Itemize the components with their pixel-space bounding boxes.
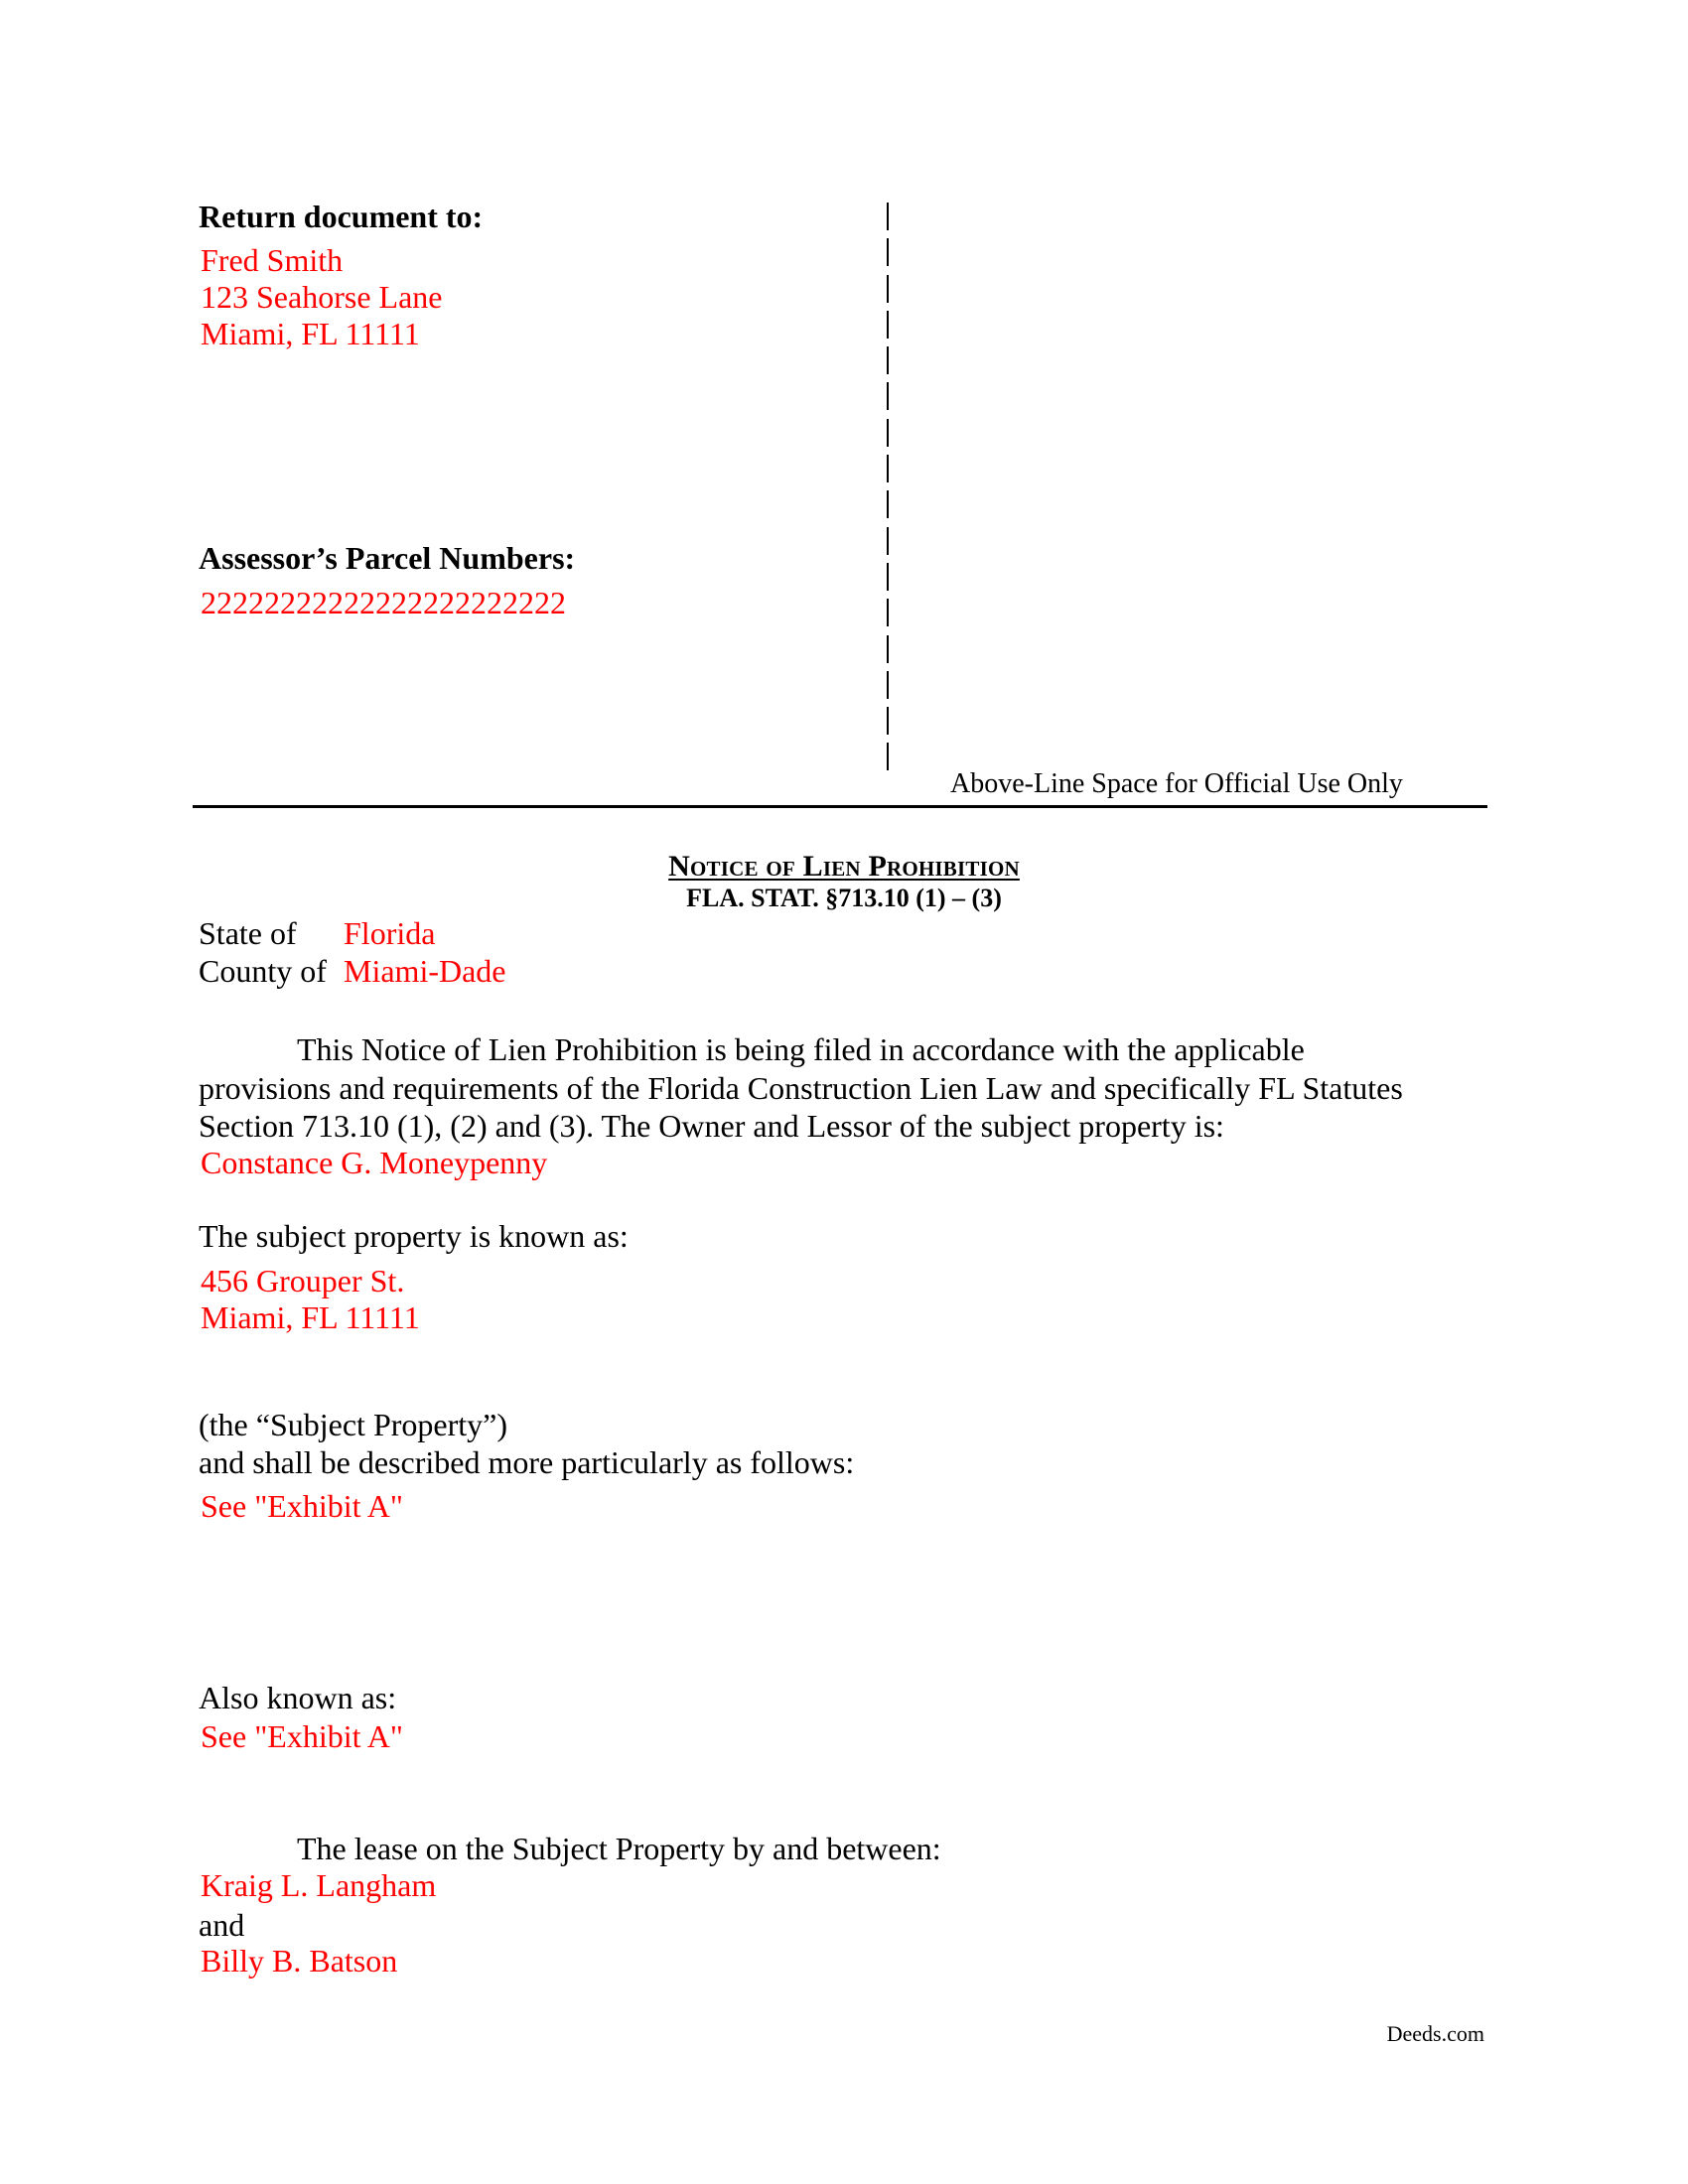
separator-bar	[887, 203, 889, 230]
property-address-line2: Miami, FL 11111	[201, 1299, 420, 1335]
intro-line: provisions and requirements of the Florida Construction Lien Law and specifically FL Statutes	[199, 1069, 1403, 1106]
return-address-line1: 123 Seahorse Lane	[201, 279, 443, 315]
return-address-line2: Miami, FL 11111	[201, 316, 420, 351]
separator-bar	[887, 455, 889, 482]
intro-line: This Notice of Lien Prohibition is being filed in accordance with the applicable	[297, 1031, 1305, 1067]
legal-description: See "Exhibit A"	[201, 1488, 403, 1524]
separator-bar	[887, 382, 889, 410]
owner-name: Constance G. Moneypenny	[201, 1145, 548, 1180]
parcel-value: 22222222222222222222222	[201, 585, 566, 620]
property-address-line1: 456 Grouper St.	[201, 1263, 405, 1298]
also-known-value: See "Exhibit A"	[201, 1718, 403, 1754]
footer-brand: Deeds.com	[1386, 2021, 1484, 2046]
parcel-label: Assessor’s Parcel Numbers:	[199, 540, 576, 576]
separator-bar	[887, 743, 889, 770]
official-use-label: Above-Line Space for Official Use Only	[950, 768, 1403, 799]
document-title: Notice of Lien Prohibition	[668, 850, 1020, 883]
also-known-label: Also known as:	[199, 1680, 397, 1715]
separator-bar	[887, 490, 889, 518]
and-label: and	[199, 1907, 245, 1943]
separator-bar	[887, 563, 889, 591]
lease-party-1: Kraig L. Langham	[201, 1867, 437, 1903]
separator-bar	[887, 707, 889, 735]
known-as-label: The subject property is known as:	[199, 1218, 629, 1254]
county-label: County of	[199, 953, 327, 989]
separator-bar	[887, 599, 889, 626]
state-value: Florida	[344, 915, 436, 951]
statute-reference: FLA. STAT. §713.10 (1) – (3)	[686, 884, 1002, 912]
lease-label: The lease on the Subject Property by and between:	[297, 1831, 941, 1866]
recording-column-separator	[887, 203, 891, 779]
recording-divider-line	[193, 805, 1487, 808]
intro-paragraph	[199, 1030, 1489, 1146]
separator-bar	[887, 527, 889, 555]
separator-bar	[887, 311, 889, 339]
described-label: and shall be described more particularly as follows:	[199, 1444, 855, 1480]
subject-property-label: (the “Subject Property”)	[199, 1407, 507, 1442]
separator-bar	[887, 238, 889, 266]
separator-bar	[887, 671, 889, 699]
intro-line: Section 713.10 (1), (2) and (3). The Owner and Lessor of the subject property is:	[199, 1108, 1224, 1144]
county-value: Miami-Dade	[344, 953, 506, 989]
separator-bar	[887, 346, 889, 374]
lease-party-2: Billy B. Batson	[201, 1943, 398, 1979]
separator-bar	[887, 419, 889, 447]
state-label: State of	[199, 915, 297, 951]
separator-bar	[887, 275, 889, 303]
return-name: Fred Smith	[201, 242, 344, 278]
separator-bar	[887, 635, 889, 663]
return-label: Return document to:	[199, 199, 484, 234]
